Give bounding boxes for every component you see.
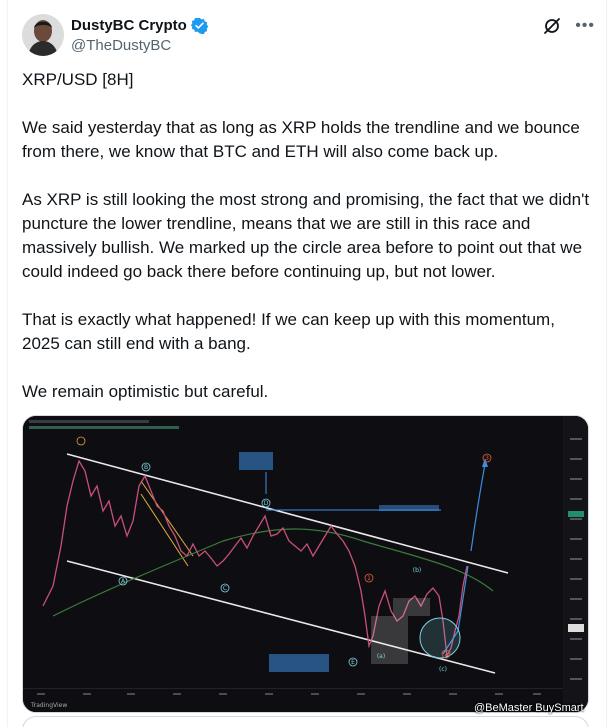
more-icon[interactable]: ••• [575,17,595,34]
post-paragraph-5: We remain optimistic but careful. [22,382,269,401]
wave-label-c: C [222,585,228,592]
timeline-border-left [7,0,8,727]
post-paragraph-4: That is exactly what happened! If we can keep up with this momentum, 2025 can still end with a bang. [22,310,555,353]
wave-label-b: B [143,464,149,471]
verified-badge-icon [191,17,208,34]
tradingview-brand: TradingView [31,702,68,709]
author-name[interactable]: DustyBC Crypto [71,16,187,34]
wave-label-c-sub: (c) [439,666,447,673]
wave-label-b-sub: (b) [412,567,422,574]
post-text [22,68,592,404]
next-card-edge [22,716,589,727]
header-actions [543,17,595,35]
avatar[interactable] [22,14,64,56]
post-header [22,14,599,56]
grok-icon[interactable] [543,17,561,35]
wave-label-a-sub: (a) [376,653,386,660]
timeline-border-right [606,0,607,727]
post-paragraph-2: We said yesterday that as long as XRP holds the trendline and we bounce from there, we know that BTC and ETH will also come back up. [22,118,580,161]
author-handle[interactable]: @TheDustyBC [71,37,172,54]
chart-image[interactable] [22,415,589,713]
wave-label-a: A [120,578,126,585]
wave-label-2: 2 [444,651,448,658]
wave-label-d: D [263,500,269,507]
watermark: @BeMaster BuySmart [474,702,584,714]
wave-label-1: 1 [367,575,371,582]
wave-label-e: E [351,659,355,666]
wave-label-3: 3 [485,455,489,462]
post-paragraph-3: As XRP is still looking the most strong and promising, the fact that we didn't puncture the lower trendline, means that we are still in this race and massively bullish. We marked up the circle area before to point out that we could indeed go back there before continuing up, but not lower. [22,190,590,281]
post-paragraph-1: XRP/USD [8H] [22,70,134,89]
author-info [71,15,208,54]
